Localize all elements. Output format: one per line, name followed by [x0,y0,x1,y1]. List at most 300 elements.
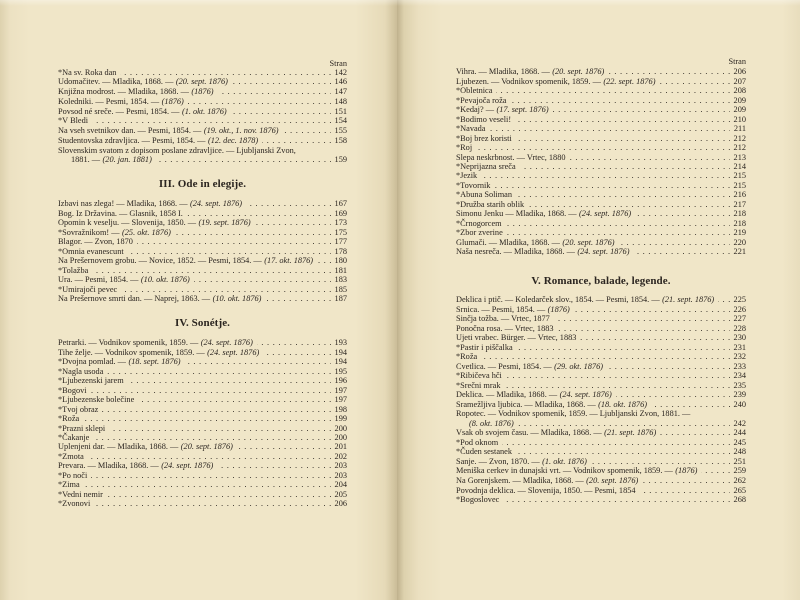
toc-entry [58,395,347,404]
entry-page-number: 154 [334,116,347,126]
entry-page-number: 228 [733,323,746,333]
entry-title: Slepa neskrbnost. — Vrtec, 1880 [456,152,566,162]
dot-leader [510,102,730,103]
dot-leader [102,411,331,412]
toc-entry-line [58,386,347,395]
toc-entry [456,86,746,95]
entry-page-number: 187 [334,294,347,304]
entry-page-number: 217 [733,199,746,209]
entry-title: Blagor. — Zvon, 1870 [58,237,133,247]
entry-title: *Bogovi [58,385,87,395]
toc-entry [456,390,746,400]
entry-title: *Jezik [456,171,478,181]
entry-page-number: 213 [733,152,746,162]
entry-title: Ljubezen. — Vodnikov spomenik, 1859. — [456,76,601,86]
dot-leader [651,406,730,407]
toc-entry-line [58,480,347,489]
right-page [397,0,800,600]
dot-leader [516,196,730,197]
dot-leader [718,301,730,302]
entry-page-number: 215 [733,171,746,181]
entry-page-number: 142 [334,67,347,77]
toc-entry [58,209,347,219]
toc-entry [456,400,746,410]
toc-entry-line [456,362,746,372]
entry-page-number: 208 [733,86,746,96]
toc-entry-line [456,314,746,324]
dot-leader [317,262,331,263]
entry-title: *Navada [456,124,486,134]
entry-date: (24. sept. 1876) [559,390,612,400]
entry-date: (21. sept. 1876) [604,428,657,438]
dot-leader [520,168,730,169]
entry-title: Slovenskim svatom z dopisom poslane zdravljice. — Ljubljanski Zvon, [58,145,296,155]
entry-title: Meniška cerkev in dunajski vrt. — Vodnikov spomenik, 1859. — [456,466,673,476]
entry-title: *Nagla usoda [58,366,104,376]
entry-page-number: 206 [334,499,347,509]
entry-page-number: 177 [334,237,347,247]
toc-entry-line [456,67,746,76]
dot-leader [506,225,730,226]
toc-entry [58,338,347,347]
dot-leader [283,132,331,133]
entry-page-number: 181 [334,265,347,275]
dot-leader [246,205,331,206]
toc-entry [456,305,746,315]
toc-entry-line [58,209,347,219]
entry-date: (17. sept. 1876) [496,105,549,115]
dot-leader [194,281,331,282]
entry-title: *Sovražnikom! — [58,227,120,237]
entry-date: (18. okt. 1876) [598,399,647,409]
dot-leader [490,130,731,131]
toc-entry-line [456,200,746,209]
entry-page-number: 259 [733,466,746,476]
entry-title: Ponočna rosa. — Vrtec, 1883 [456,323,554,333]
entry-title: *Zvonovi [58,499,91,509]
entry-title: *Kedaj? — [456,105,495,115]
entry-title: *V Bledi [58,116,89,126]
entry-page-number: 203 [334,461,347,471]
dot-leader [84,486,331,487]
entry-page-number: 251 [733,456,746,466]
toc-entry [456,200,746,209]
toc-entry [58,77,347,87]
toc-entry [58,218,347,228]
entry-page-number: 199 [334,414,347,424]
toc-entry-line [58,275,347,285]
entry-title: *Tvoj obraz [58,404,99,414]
toc-entry [58,68,347,78]
toc-entry [456,486,746,496]
toc-entry-line [58,256,347,266]
entry-page-number: 194 [334,357,347,367]
toc-entry [456,343,746,353]
toc-entry-line [58,348,347,357]
entry-page-number: 197 [334,395,347,405]
dot-leader [507,234,730,235]
dot-leader [232,83,331,84]
entry-page-number: 211 [733,124,746,134]
entry-page-number: 173 [334,218,347,228]
dot-leader [187,215,331,216]
toc-entry-line [58,266,347,276]
entry-page-number: 268 [733,495,746,505]
entry-date: (20. sept. 1876) [552,67,605,77]
entry-title: Na vseh svetnikov dan. — Pesmi, 1854. — [58,126,202,135]
entry-title: Koledniki. — Pesmi, 1854. — [58,96,160,106]
entry-title: Naša nesreča. — Mladika, 1868. — [456,247,575,257]
entry-date: (25. okt. 1876) [122,227,171,237]
entry-title: *Tolažba [58,265,89,275]
entry-title: Petrarki. — Vodnikov spomenik, 1859. — [58,338,199,348]
entry-title: *Družba starih oblik [456,199,525,209]
entry-page-number: 197 [334,385,347,395]
entry-title: *Zima [58,480,80,490]
toc-entry [58,87,347,97]
entry-page-number: 147 [334,87,347,96]
toc-entry [456,495,746,505]
toc-entry [456,209,746,218]
dot-leader [94,505,331,506]
entry-date: (24. sept. 1876) [161,461,214,471]
entry-page-number: 198 [334,404,347,414]
toc-entry [58,461,347,470]
toc-entry-line [58,126,347,136]
dot-leader [481,177,730,178]
toc-entry [58,294,347,304]
dot-leader [496,92,730,93]
entry-title: Glumači. — Mladika, 1868. — [456,237,560,247]
toc-entry-line [58,247,347,257]
toc-entry [456,77,746,86]
entry-date: (1. okt. 1876) [181,106,227,116]
toc-entry [456,324,746,334]
toc-entry [456,457,746,467]
entry-page-number: 212 [733,133,746,143]
entry-date: (24. sept. 1876) [207,347,260,357]
entry-title: Studentovska zdravljica. — Pesmi, 1854. — [58,135,206,145]
entry-title: *Umirajoči pevec [58,284,118,294]
entry-title: Na Gorenjskem. — Mladika, 1868. — [456,475,584,485]
entry-page-number: 262 [733,475,746,485]
entry-title: *Boj brez koristi [456,133,512,143]
entry-title: Na Prešernovem grobu. — Novice, 1852. — Pesmi, 1854. — [58,256,262,266]
entry-title: *Pastir i piščalka [456,342,513,352]
toc-entry [456,352,746,362]
dot-leader [120,74,331,75]
toc-list-romance-balade-legende [456,295,746,504]
toc-entry-line [58,237,347,247]
dot-leader [128,382,331,383]
section-heading-sonetje: IV. Sonétje. [174,317,231,329]
toc-entry [456,295,746,305]
toc-entry [456,447,746,457]
dot-leader [88,458,331,459]
toc-entry [58,386,347,395]
dot-leader [476,149,730,150]
entry-page-number: 159 [334,155,347,165]
toc-entry-line [456,153,746,162]
dot-leader [506,377,730,378]
dot-leader [504,387,730,388]
entry-date: (24. sept. 1876) [579,209,632,219]
entry-page-number: 194 [334,347,347,357]
dot-leader [137,243,331,244]
dot-leader [554,320,730,321]
toc-entry-line [456,124,746,133]
dot-leader [607,368,730,369]
toc-entry-line [456,209,746,218]
toc-entry [58,97,347,107]
toc-entry-line [456,352,746,362]
toc-entry [456,428,746,438]
dot-leader [92,272,331,273]
dot-leader [591,463,730,464]
entry-page-number: 218 [733,218,746,228]
toc-entry-line [58,116,347,126]
dot-leader [518,425,730,426]
dot-leader [107,373,331,374]
dot-leader [231,113,331,114]
entry-page-number: 216 [733,190,746,200]
entry-page-number: 239 [733,390,746,400]
toc-entry [58,367,347,376]
entry-page-number: 183 [334,275,347,285]
toc-entry [456,333,746,343]
entry-title: Sanje. — Zvon, 1870. — [456,456,540,466]
entry-page-number: 158 [334,135,347,145]
toc-entry-line [456,428,746,438]
entry-title: *Roža [456,352,478,362]
toc-entry-line [456,143,746,152]
toc-entry [456,67,746,76]
toc-entry-line [456,466,746,476]
entry-date: (21. sept. 1876) [662,295,715,305]
entry-page-number: 221 [733,247,746,257]
entry-title: *Tovornik [456,180,491,190]
entry-title: *Črnogorcem [456,218,502,228]
entry-title: Cvetlica. — Pesmi, 1854. — [456,361,552,371]
dot-leader [528,206,730,207]
dot-leader [188,103,331,104]
entry-title: Opomin k veselju. — Slovenija, 1850. — [58,218,197,228]
dot-leader [91,477,331,478]
entry-page-number: 244 [733,428,746,438]
toc-entry-line [58,87,347,97]
entry-title: *Pod oknom [456,437,499,447]
entry-title: *Pevajoča roža [456,95,507,105]
entry-page-number: 248 [733,447,746,457]
entry-title: *Po noči [58,470,88,480]
toc-entry-line [58,97,347,107]
toc-entry-line [58,414,347,423]
entry-page-number: 245 [733,437,746,447]
entry-page-number: 202 [334,451,347,461]
toc-entry-line [58,136,347,146]
toc-entry [456,171,746,180]
toc-entry [58,405,347,414]
entry-title: Bog. Iz Državina. — Glasnik, 1858 I. [58,208,183,218]
toc-entry [58,348,347,357]
toc-entry-line [456,447,746,457]
entry-date: (1876) [161,96,184,106]
entry-title: *Obletnica [456,86,493,96]
toc-entry-line [58,228,347,238]
entry-page-number: 232 [733,352,746,362]
toc-entry [58,126,347,136]
toc-entry-line [58,294,347,304]
entry-page-number: 201 [334,442,347,452]
entry-date: (19. okt., 1. nov. 1876) [203,126,279,135]
entry-title: *Bogoslovec [456,495,500,505]
toc-entry-line [58,461,347,470]
toc-entry-line [456,77,746,86]
toc-entry-line [456,409,746,419]
entry-title: Izbavi nas zlega! — Mladika, 1868. — [58,199,188,209]
toc-entry-line [456,171,746,180]
entry-page-number: 200 [334,423,347,433]
toc-entry [58,490,347,499]
toc-entry [58,266,347,276]
entry-page-number: 219 [733,228,746,238]
toc-list-continued [456,67,746,256]
toc-entry-line [58,146,347,156]
toc-entry [58,146,347,166]
toc-entry-line [456,371,746,381]
toc-entry [58,107,347,117]
toc-entry [456,153,746,162]
entry-date: (12. dec. 1878) [207,135,259,145]
toc-entry [58,480,347,489]
entry-page-number: 230 [733,333,746,343]
entry-title: Vihra. — Mladika, 1868. — [456,67,550,77]
toc-entry [456,466,746,476]
dot-leader [558,330,730,331]
toc-entry-line [456,295,746,305]
dot-leader [494,187,730,188]
entry-date: (1876) [675,466,698,476]
entry-page-number: 210 [733,114,746,124]
toc-entry-line [456,228,746,237]
entry-page-number: 220 [733,237,746,247]
entry-title: *Dvojna pomlad. — [58,357,126,367]
entry-title: Sinčja tožba. — Vrtec, 1877 [456,314,550,324]
toc-entry-line [456,457,746,467]
dot-leader [619,244,730,245]
dot-leader [517,349,730,350]
toc-entry [456,219,746,228]
toc-entry-line [58,433,347,442]
entry-title: *Zmota [58,451,84,461]
entry-page-number: 240 [733,399,746,409]
dot-leader [237,448,331,449]
toc-entry [58,424,347,433]
toc-entry-line [456,381,746,391]
entry-page-number: 204 [334,480,347,490]
entry-page-number: 200 [334,432,347,442]
entry-title: *Čakanje [58,432,90,442]
toc-entry-line [456,486,746,496]
dot-leader [616,396,730,397]
toc-entry [456,124,746,133]
entry-page-number: 193 [334,338,347,348]
toc-entry-line [58,424,347,433]
entry-title: *Omnia evanescunt [58,246,124,256]
entry-page-number: 155 [334,126,347,135]
entry-date: (17. okt. 1876) [264,256,314,266]
toc-entry [58,452,347,461]
toc-entry [58,247,347,257]
entry-date: (20. sept. 1876) [180,442,233,452]
toc-entry [58,199,347,209]
entry-date: (24. sept. 1876) [189,199,243,209]
entry-page-number: 226 [733,304,746,314]
toc-entry [58,116,347,126]
toc-entry-line [58,499,347,508]
dot-leader [516,453,730,454]
dot-leader [265,300,331,301]
toc-entry-line [456,181,746,190]
dot-leader [217,467,331,468]
dot-leader [257,344,331,345]
entry-title-continued: 1881. — [71,155,101,165]
toc-entry [58,357,347,366]
dot-leader [640,492,730,493]
entry-date: (1876) [547,304,570,314]
entry-page-number: 180 [334,256,347,266]
toc-entry [456,134,746,143]
toc-entry [456,181,746,190]
toc-entry [58,376,347,385]
toc-entry [58,471,347,480]
entry-date: (20. sept. 1876) [562,237,615,247]
entry-title: Srnica. — Pesmi, 1854. — [456,304,546,314]
toc-entry-line [58,490,347,499]
entry-title: Udomačitev. — Mladika, 1868. — [58,77,174,87]
entry-page-number: 265 [733,485,746,495]
toc-entry-line [456,495,746,505]
entry-title: *Čuden sestanek [456,447,512,457]
entry-page-number: 214 [733,161,746,171]
toc-entry-line [456,247,746,256]
entry-page-number: 167 [334,199,347,209]
entry-date: (1876) [191,87,214,96]
toc-entry-line [58,199,347,209]
entry-page-number: 225 [733,295,746,305]
entry-page-number: 242 [733,418,746,428]
dot-leader [580,339,730,340]
entry-page-number: 175 [334,227,347,237]
toc-entry [456,314,746,324]
toc-entry-line [58,77,347,87]
toc-entry-line [456,134,746,143]
dot-leader [502,444,730,445]
entry-page-number: 215 [733,180,746,190]
toc-entry-line [456,438,746,448]
toc-entry-line [58,338,347,347]
toc-entry-line [456,324,746,334]
toc-entry-line [456,476,746,486]
toc-entry [58,275,347,285]
toc-entry [58,285,347,295]
entry-date: (29. okt. 1876) [554,361,603,371]
toc-entry-line [58,471,347,480]
entry-title: Ura. — Pesmi, 1854. — [58,275,139,285]
dot-leader [503,501,730,502]
section-heading-romance-balade-legende: V. Romance, balade, legende. [531,275,671,287]
dot-leader [642,482,730,483]
